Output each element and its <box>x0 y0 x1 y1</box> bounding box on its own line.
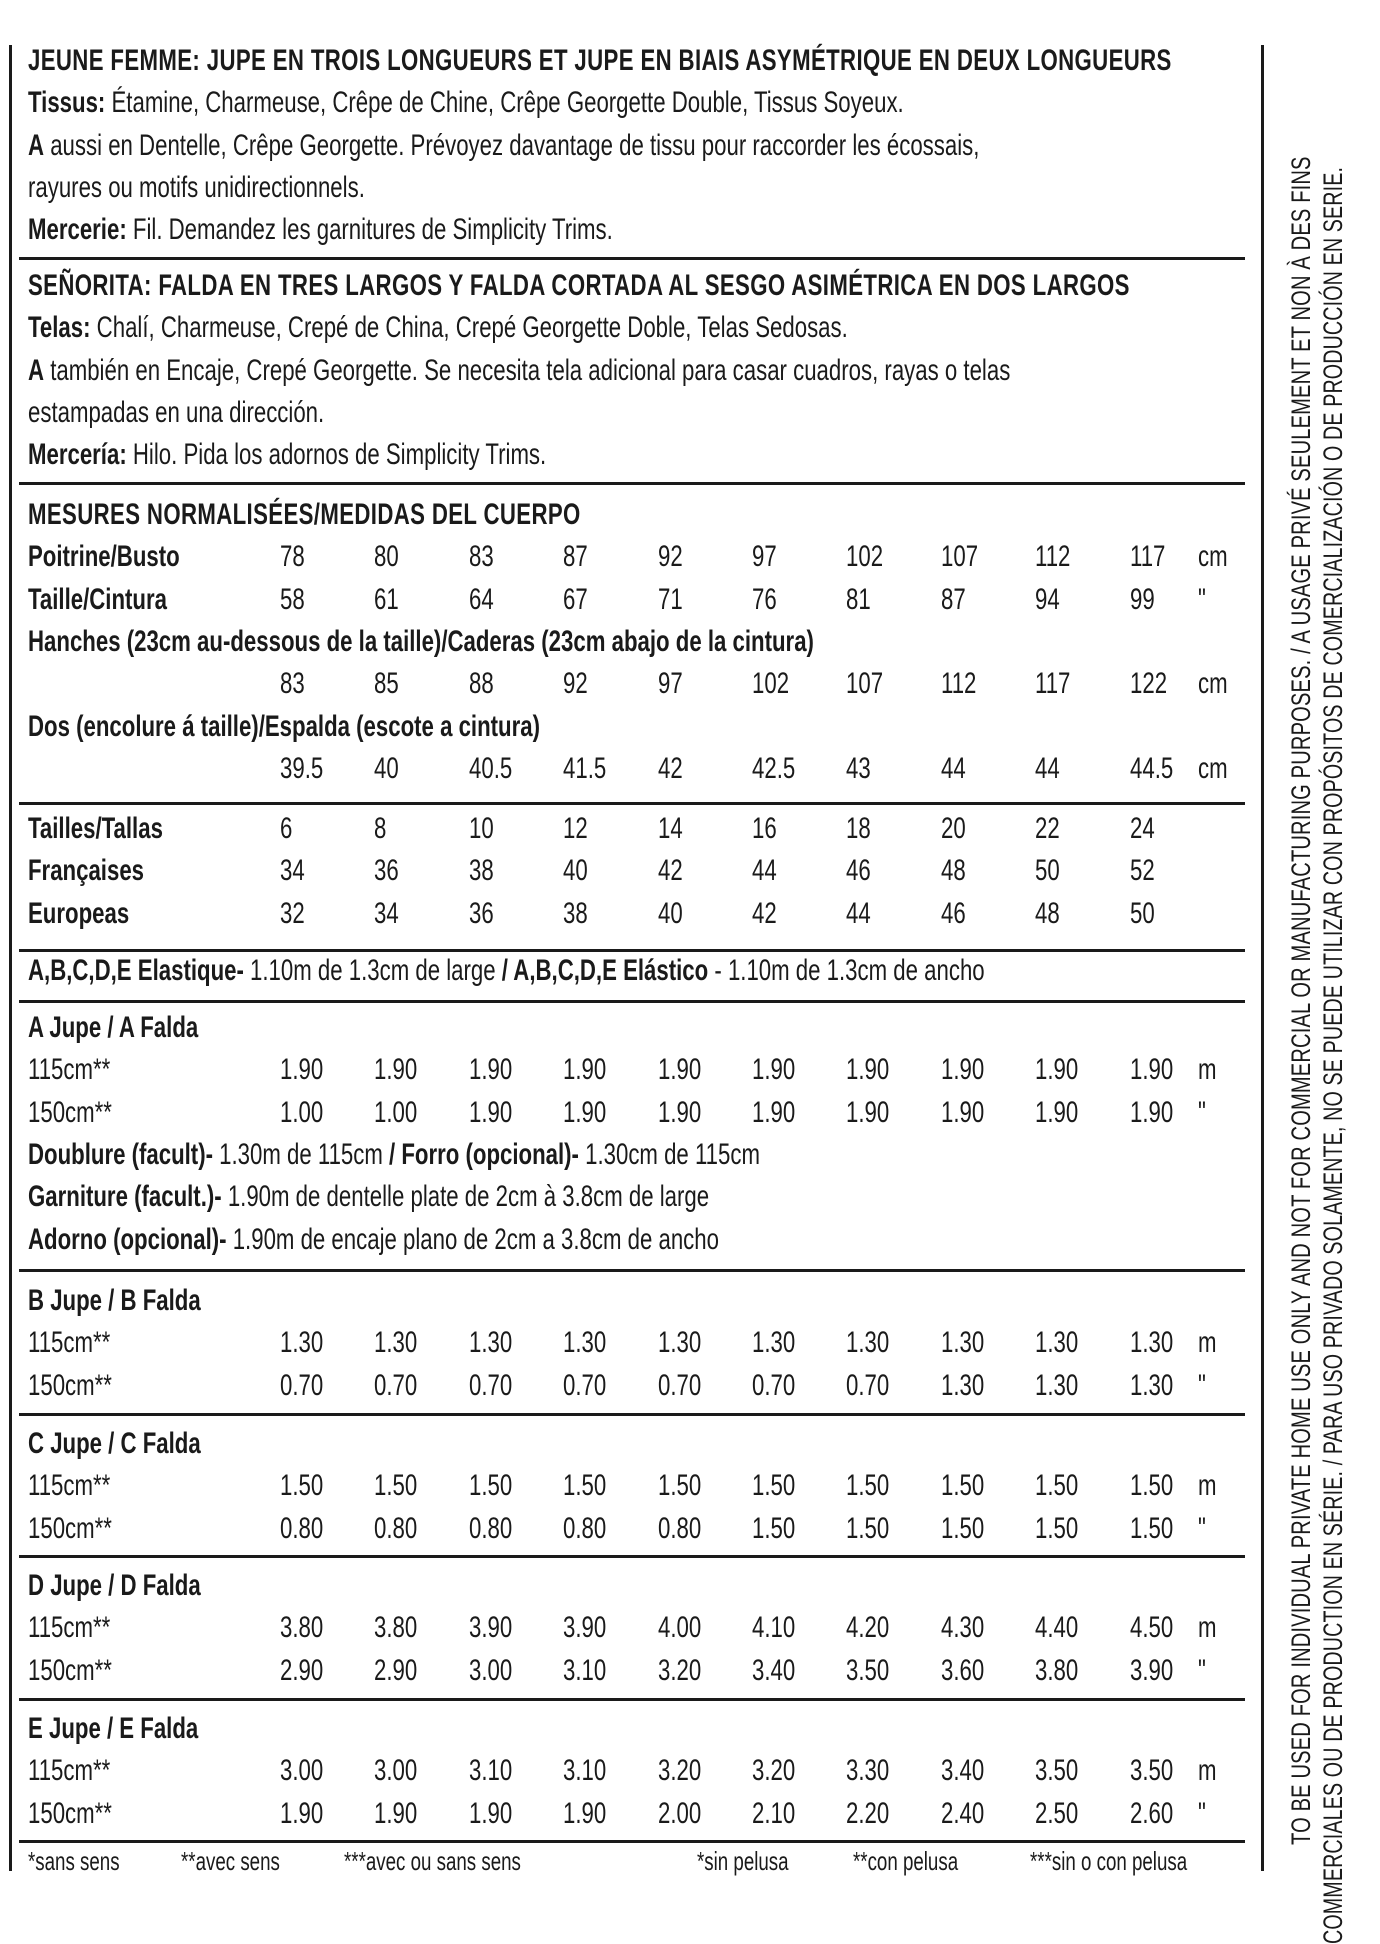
divider-fr-es <box>19 257 1245 260</box>
table-cell: 50 <box>1035 854 1060 888</box>
notions-es <box>28 434 546 476</box>
table-cell: 1.90 <box>940 1053 985 1087</box>
table-cell: 3.20 <box>752 1754 796 1788</box>
row-label: 150cm** <box>28 1796 112 1830</box>
table-cell: 61 <box>374 582 400 616</box>
table-cell: 76 <box>752 582 777 616</box>
table-cell: 42 <box>657 751 683 785</box>
table-cell: 1.90 <box>752 1053 796 1087</box>
text: Hilo. Pida los adornos de Simplicity Trims. <box>126 438 547 472</box>
table-cell: 2.40 <box>940 1796 985 1830</box>
disclaimer-line-2: COMMERCIALES OU DE PRODUCTION EN SÉRIE. / PARA USO PRIVADO SOLAMENTE, NO SE PUEDE UTILIZAR CON PROPÓSITOS DE COMERCIALIZACIÓN O DE PRODUCCIÓN EN SERIE. <box>1318 166 1348 1944</box>
row-label: Europeas <box>28 896 130 930</box>
table-cell: 1.50 <box>468 1469 513 1503</box>
table-cell: 1.90 <box>468 1095 513 1129</box>
table-cell: 39.5 <box>280 751 324 785</box>
footnote-fr: ***avec ou sans sens <box>344 1846 521 1876</box>
row-label: Taille/Cintura <box>28 582 167 616</box>
unit-label: " <box>1198 1796 1206 1830</box>
table-cell: 44 <box>752 854 777 888</box>
table-cell: 122 <box>1129 667 1167 701</box>
table-cell: 1.30 <box>1129 1368 1173 1402</box>
table-cell: 81 <box>846 582 872 616</box>
table-cell: 40.5 <box>468 751 513 785</box>
table-cell: 1.90 <box>374 1053 418 1087</box>
measure-row-hip-label <box>28 621 814 663</box>
table-cell: 3.10 <box>563 1754 607 1788</box>
right-divider-line <box>1261 45 1264 1871</box>
text: 1.30cm de 115cm <box>578 1137 760 1171</box>
table-cell: 18 <box>846 812 872 845</box>
text: Fil. Demandez les garnitures de Simplicity Trims. <box>126 213 613 247</box>
table-cell: 4.20 <box>846 1611 890 1645</box>
label: A,B,C,D,E Elastique- <box>28 954 244 987</box>
fabric-width-row <box>28 1650 112 1692</box>
label: / A,B,C,D,E Elástico <box>501 954 709 987</box>
table-cell: 1.90 <box>846 1095 890 1129</box>
divider-view-b <box>19 1413 1245 1416</box>
divider-measurements <box>19 482 1245 485</box>
measure-row-back-label <box>28 706 540 748</box>
unit-label: m <box>1198 1611 1217 1645</box>
table-cell: 1.50 <box>752 1469 796 1503</box>
size-row-1 <box>28 850 144 892</box>
divider-view-a <box>19 1000 1245 1003</box>
table-cell: 20 <box>940 812 966 845</box>
table-cell: 1.30 <box>1035 1368 1079 1402</box>
table-cell: 3.20 <box>657 1653 701 1687</box>
unit-label: " <box>1198 1368 1206 1402</box>
row-label: Dos (encolure á taille)/Espalda (escote a cintura) <box>28 709 540 743</box>
measurements-heading <box>28 494 581 536</box>
table-cell: 44 <box>940 751 966 785</box>
label: Doublure (facult)- <box>28 1137 213 1171</box>
table-cell: 44 <box>1035 751 1060 785</box>
table-cell: 32 <box>280 896 305 930</box>
measure-row-bust <box>28 536 180 578</box>
text: rayures ou motifs unidirectionnels. <box>28 170 365 204</box>
table-cell: 1.90 <box>563 1796 607 1830</box>
elastic-line <box>28 950 985 992</box>
measure-row-waist <box>28 579 167 621</box>
text: Chalí, Charmeuse, Crepé de China, Crepé Georgette Doble, Telas Sedosas. <box>90 311 848 345</box>
divider-view-a <box>19 1269 1245 1272</box>
view-d-title <box>28 1565 201 1607</box>
divider-view-c <box>19 1555 1245 1558</box>
table-cell: 3.30 <box>846 1754 890 1788</box>
view-note <box>28 1219 719 1261</box>
table-cell: 0.70 <box>374 1368 418 1402</box>
table-cell: 92 <box>657 540 683 574</box>
table-cell: 41.5 <box>563 751 607 785</box>
table-cell: 0.70 <box>468 1368 513 1402</box>
table-cell: 1.50 <box>563 1469 607 1503</box>
text: 1.30m de 115cm <box>212 1137 390 1171</box>
table-cell: 42.5 <box>752 751 796 785</box>
table-cell: 67 <box>563 582 588 616</box>
unit-label: cm <box>1198 667 1228 701</box>
table-cell: 4.00 <box>657 1611 701 1645</box>
unit-label: m <box>1198 1326 1217 1360</box>
unit-label: " <box>1198 582 1206 616</box>
table-cell: 0.70 <box>280 1368 324 1402</box>
table-cell: 64 <box>468 582 494 616</box>
text: 1.90m de encaje plano de 2cm a 3.8cm de ancho <box>226 1222 719 1256</box>
table-cell: 1.30 <box>468 1326 513 1360</box>
table-cell: 1.30 <box>657 1326 701 1360</box>
table-cell: 1.90 <box>657 1053 701 1087</box>
table-cell: 4.40 <box>1035 1611 1079 1645</box>
size-row-0 <box>28 808 163 850</box>
table-cell: 2.10 <box>752 1796 796 1830</box>
table-cell: 4.30 <box>940 1611 985 1645</box>
table-cell: 3.20 <box>657 1754 701 1788</box>
table-cell: 3.90 <box>1129 1653 1173 1687</box>
table-cell: 0.80 <box>280 1511 324 1545</box>
table-cell: 46 <box>940 896 966 930</box>
section-title-es: SEÑORITA: FALDA EN TRES LARGOS Y FALDA CORTADA AL SESGO ASIMÉTRICA EN DOS LARGOS <box>28 269 1130 302</box>
table-cell: 1.90 <box>563 1095 607 1129</box>
table-cell: 3.50 <box>846 1653 890 1687</box>
table-cell: 107 <box>846 667 884 701</box>
table-cell: 42 <box>752 896 777 930</box>
table-cell: 14 <box>657 812 683 845</box>
table-cell: 48 <box>1035 896 1060 930</box>
table-cell: 0.70 <box>846 1368 890 1402</box>
label: Garniture (facult.)- <box>28 1180 222 1214</box>
table-cell: 1.30 <box>752 1326 796 1360</box>
table-cell: 16 <box>752 812 777 845</box>
row-label: 115cm** <box>28 1469 111 1503</box>
footnote-es: *sin pelusa <box>697 1846 789 1876</box>
table-cell: 1.50 <box>657 1469 701 1503</box>
table-cell: 3.00 <box>468 1653 513 1687</box>
table-cell: 99 <box>1129 582 1155 616</box>
table-cell: 44.5 <box>1129 751 1173 785</box>
text: 1.90m de dentelle plate de 2cm à 3.8cm de large <box>221 1180 710 1214</box>
row-label: Poitrine/Busto <box>28 540 180 574</box>
table-cell: 3.10 <box>563 1653 607 1687</box>
table-cell: 1.90 <box>468 1053 513 1087</box>
fabric-width-row <box>28 1092 112 1134</box>
view-b-title <box>28 1280 201 1322</box>
table-cell: 92 <box>563 667 588 701</box>
table-cell: 36 <box>374 854 400 888</box>
also-fr-1 <box>28 125 979 167</box>
table-cell: 2.60 <box>1129 1796 1173 1830</box>
unit-label: m <box>1198 1754 1217 1788</box>
table-cell: 36 <box>468 896 494 930</box>
table-cell: 3.90 <box>563 1611 607 1645</box>
text: también en Encaje, Crepé Georgette. Se necesita tela adicional para casar cuadros, rayas o telas <box>44 353 1011 387</box>
footnote-es: **con pelusa <box>853 1846 959 1876</box>
view-title: D Jupe / D Falda <box>28 1569 201 1602</box>
view-title: C Jupe / C Falda <box>28 1427 201 1460</box>
table-cell: 1.30 <box>846 1326 890 1360</box>
table-cell: 87 <box>940 582 966 616</box>
fabric-width-row <box>28 1750 110 1792</box>
table-cell: 2.20 <box>846 1796 890 1830</box>
fabric-width-row <box>28 1793 112 1835</box>
table-cell: 0.80 <box>374 1511 418 1545</box>
also-es-1 <box>28 350 1010 392</box>
table-cell: 85 <box>374 667 400 701</box>
table-cell: 1.90 <box>280 1796 324 1830</box>
view-c-title <box>28 1423 201 1465</box>
text: - 1.10m de 1.3cm de ancho <box>708 954 985 987</box>
table-cell: 4.50 <box>1129 1611 1173 1645</box>
table-cell: 1.50 <box>374 1469 418 1503</box>
table-cell: 3.80 <box>280 1611 324 1645</box>
table-cell: 1.00 <box>280 1095 324 1129</box>
fabric-width-row <box>28 1465 110 1507</box>
measurements-title: MESURES NORMALISÉES/MEDIDAS DEL CUERPO <box>28 498 581 531</box>
table-cell: 1.90 <box>374 1796 418 1830</box>
table-cell: 3.00 <box>374 1754 418 1788</box>
table-cell: 97 <box>657 667 683 701</box>
size-row-2 <box>28 893 129 935</box>
table-cell: 0.80 <box>657 1511 701 1545</box>
table-cell: 78 <box>280 540 305 574</box>
table-cell: 1.50 <box>1129 1511 1173 1545</box>
table-cell: 22 <box>1035 812 1060 845</box>
table-cell: 0.80 <box>563 1511 607 1545</box>
table-cell: 3.50 <box>1129 1754 1173 1788</box>
row-label: 150cm** <box>28 1511 112 1545</box>
table-cell: 38 <box>563 896 588 930</box>
table-cell: 24 <box>1129 812 1155 845</box>
table-cell: 1.90 <box>563 1053 607 1087</box>
table-cell: 1.30 <box>563 1326 607 1360</box>
table-cell: 0.70 <box>752 1368 796 1402</box>
table-cell: 3.10 <box>468 1754 513 1788</box>
table-cell: 1.30 <box>374 1326 418 1360</box>
unit-label: " <box>1198 1095 1206 1129</box>
table-cell: 1.30 <box>1035 1326 1079 1360</box>
disclaimer-line-1: TO BE USED FOR INDIVIDUAL PRIVATE HOME USE ONLY AND NOT FOR COMMERCIAL OR MANUFACTURING PURPOSES. / A USAGE PRIVÉ SEULEMENT ET NON À DES FINS <box>1286 156 1316 1846</box>
label: Adorno (opcional)- <box>28 1222 227 1256</box>
table-cell: 12 <box>563 812 588 845</box>
unit-label: cm <box>1198 751 1228 785</box>
table-cell: 1.90 <box>1035 1095 1079 1129</box>
heading-french <box>28 40 1172 82</box>
fabrics-fr <box>28 82 904 124</box>
table-cell: 8 <box>374 812 387 845</box>
table-cell: 1.50 <box>280 1469 324 1503</box>
fabric-width-row <box>28 1607 110 1649</box>
label: Mercería: <box>28 438 127 472</box>
view-title: B Jupe / B Falda <box>28 1284 201 1317</box>
table-cell: 112 <box>940 667 977 701</box>
footnote-fr: *sans sens <box>28 1846 120 1876</box>
row-label: 150cm** <box>28 1368 112 1402</box>
table-cell: 1.00 <box>374 1095 418 1129</box>
table-cell: 71 <box>657 582 683 616</box>
table-cell: 46 <box>846 854 872 888</box>
table-cell: 1.30 <box>940 1368 985 1402</box>
table-cell: 1.90 <box>468 1796 513 1830</box>
divider-sizes <box>19 802 1245 805</box>
also-fr-2 <box>28 167 365 209</box>
heading-spanish <box>28 265 1130 307</box>
view-a-title <box>28 1007 198 1049</box>
table-cell: 3.50 <box>1035 1754 1079 1788</box>
table-cell: 3.90 <box>468 1611 513 1645</box>
table-cell: 112 <box>1035 540 1071 574</box>
table-cell: 1.90 <box>940 1095 985 1129</box>
footnote-es: ***sin o con pelusa <box>1030 1846 1188 1876</box>
table-cell: 52 <box>1129 854 1155 888</box>
table-cell: 1.30 <box>1129 1326 1173 1360</box>
view-note <box>28 1134 760 1176</box>
table-cell: 3.80 <box>374 1611 418 1645</box>
table-cell: 10 <box>468 812 494 845</box>
table-cell: 0.70 <box>563 1368 607 1402</box>
table-cell: 3.00 <box>280 1754 324 1788</box>
table-cell: 87 <box>563 540 588 574</box>
table-cell: 83 <box>468 540 494 574</box>
table-cell: 1.90 <box>1129 1095 1173 1129</box>
label: Mercerie: <box>28 213 127 247</box>
divider-view-d <box>19 1698 1245 1701</box>
table-cell: 88 <box>468 667 494 701</box>
view-title: A Jupe / A Falda <box>28 1011 199 1044</box>
table-cell: 117 <box>1035 667 1071 701</box>
table-cell: 2.90 <box>280 1653 324 1687</box>
text: estampadas en una dirección. <box>28 395 325 429</box>
fabric-width-row <box>28 1365 112 1407</box>
table-cell: 43 <box>846 751 872 785</box>
row-label: Françaises <box>28 854 145 888</box>
table-cell: 2.90 <box>374 1653 418 1687</box>
unit-label: " <box>1198 1511 1206 1545</box>
notions-fr <box>28 209 613 251</box>
row-label: 115cm** <box>28 1326 111 1360</box>
view-e-title <box>28 1708 198 1750</box>
unit-label: " <box>1198 1653 1206 1687</box>
label: A <box>28 353 45 387</box>
table-cell: 94 <box>1035 582 1060 616</box>
table-cell: 1.50 <box>846 1469 890 1503</box>
table-cell: 42 <box>657 854 683 888</box>
table-cell: 6 <box>280 812 293 845</box>
table-cell: 1.50 <box>1129 1469 1173 1503</box>
table-cell: 0.70 <box>657 1368 701 1402</box>
also-es-2 <box>28 392 324 434</box>
table-cell: 1.50 <box>752 1511 796 1545</box>
fabrics-es <box>28 307 848 349</box>
table-cell: 2.00 <box>657 1796 701 1830</box>
fabric-width-row <box>28 1049 110 1091</box>
table-cell: 107 <box>940 540 978 574</box>
table-cell: 34 <box>280 854 305 888</box>
view-title: E Jupe / E Falda <box>28 1712 199 1745</box>
row-label: Hanches (23cm au-dessous de la taille)/Caderas (23cm abajo de la cintura) <box>28 624 814 658</box>
table-cell: 3.40 <box>940 1754 985 1788</box>
table-cell: 83 <box>280 667 305 701</box>
table-cell: 1.90 <box>1035 1053 1079 1087</box>
row-label: 115cm** <box>28 1053 111 1087</box>
footnote-fr: **avec sens <box>181 1846 280 1876</box>
table-cell: 40 <box>657 896 683 930</box>
label: Telas: <box>28 311 91 345</box>
table-cell: 1.90 <box>657 1095 701 1129</box>
label: / Forro (opcional)- <box>389 1137 579 1171</box>
table-cell: 50 <box>1129 896 1155 930</box>
fabric-width-row <box>28 1322 110 1364</box>
unit-label: m <box>1198 1053 1217 1087</box>
table-cell: 1.90 <box>1129 1053 1173 1087</box>
fabric-width-row <box>28 1508 112 1550</box>
table-cell: 1.90 <box>752 1095 796 1129</box>
view-note <box>28 1176 709 1218</box>
table-cell: 40 <box>563 854 588 888</box>
table-cell: 40 <box>374 751 400 785</box>
table-cell: 3.80 <box>1035 1653 1079 1687</box>
row-label: 115cm** <box>28 1754 111 1788</box>
table-cell: 58 <box>280 582 305 616</box>
table-cell: 1.90 <box>846 1053 890 1087</box>
table-cell: 44 <box>846 896 872 930</box>
label: A <box>28 128 45 162</box>
table-cell: 1.90 <box>280 1053 324 1087</box>
text: Étamine, Charmeuse, Crêpe de Chine, Crêpe Georgette Double, Tissus Soyeux. <box>105 86 904 120</box>
unit-label: cm <box>1198 540 1228 574</box>
table-cell: 4.10 <box>752 1611 796 1645</box>
row-label: 150cm** <box>28 1095 112 1129</box>
table-cell: 1.50 <box>940 1469 985 1503</box>
row-label: 115cm** <box>28 1611 111 1645</box>
table-cell: 3.40 <box>752 1653 796 1687</box>
table-cell: 102 <box>846 540 884 574</box>
table-cell: 48 <box>940 854 966 888</box>
unit-label: m <box>1198 1469 1217 1503</box>
table-cell: 1.50 <box>1035 1511 1079 1545</box>
table-cell: 1.50 <box>846 1511 890 1545</box>
table-cell: 1.50 <box>940 1511 985 1545</box>
row-label: Tailles/Tallas <box>28 812 163 845</box>
label: Tissus: <box>28 86 106 120</box>
row-label: 150cm** <box>28 1653 112 1687</box>
section-title-fr: JEUNE FEMME: JUPE EN TROIS LONGUEURS ET JUPE EN BIAIS ASYMÉTRIQUE EN DEUX LONGUEURS <box>28 44 1172 77</box>
table-cell: 117 <box>1129 540 1165 574</box>
table-cell: 102 <box>752 667 790 701</box>
table-cell: 97 <box>752 540 777 574</box>
table-cell: 1.30 <box>280 1326 324 1360</box>
table-cell: 0.80 <box>468 1511 513 1545</box>
table-cell: 34 <box>374 896 400 930</box>
table-cell: 2.50 <box>1035 1796 1079 1830</box>
text: aussi en Dentelle, Crêpe Georgette. Prévoyez davantage de tissu pour raccorder les écossais, <box>44 128 980 162</box>
table-cell: 38 <box>468 854 494 888</box>
table-cell: 1.30 <box>940 1326 985 1360</box>
table-cell: 80 <box>374 540 400 574</box>
table-cell: 3.60 <box>940 1653 985 1687</box>
text: 1.10m de 1.3cm de large <box>243 954 502 987</box>
table-cell: 1.50 <box>1035 1469 1079 1503</box>
